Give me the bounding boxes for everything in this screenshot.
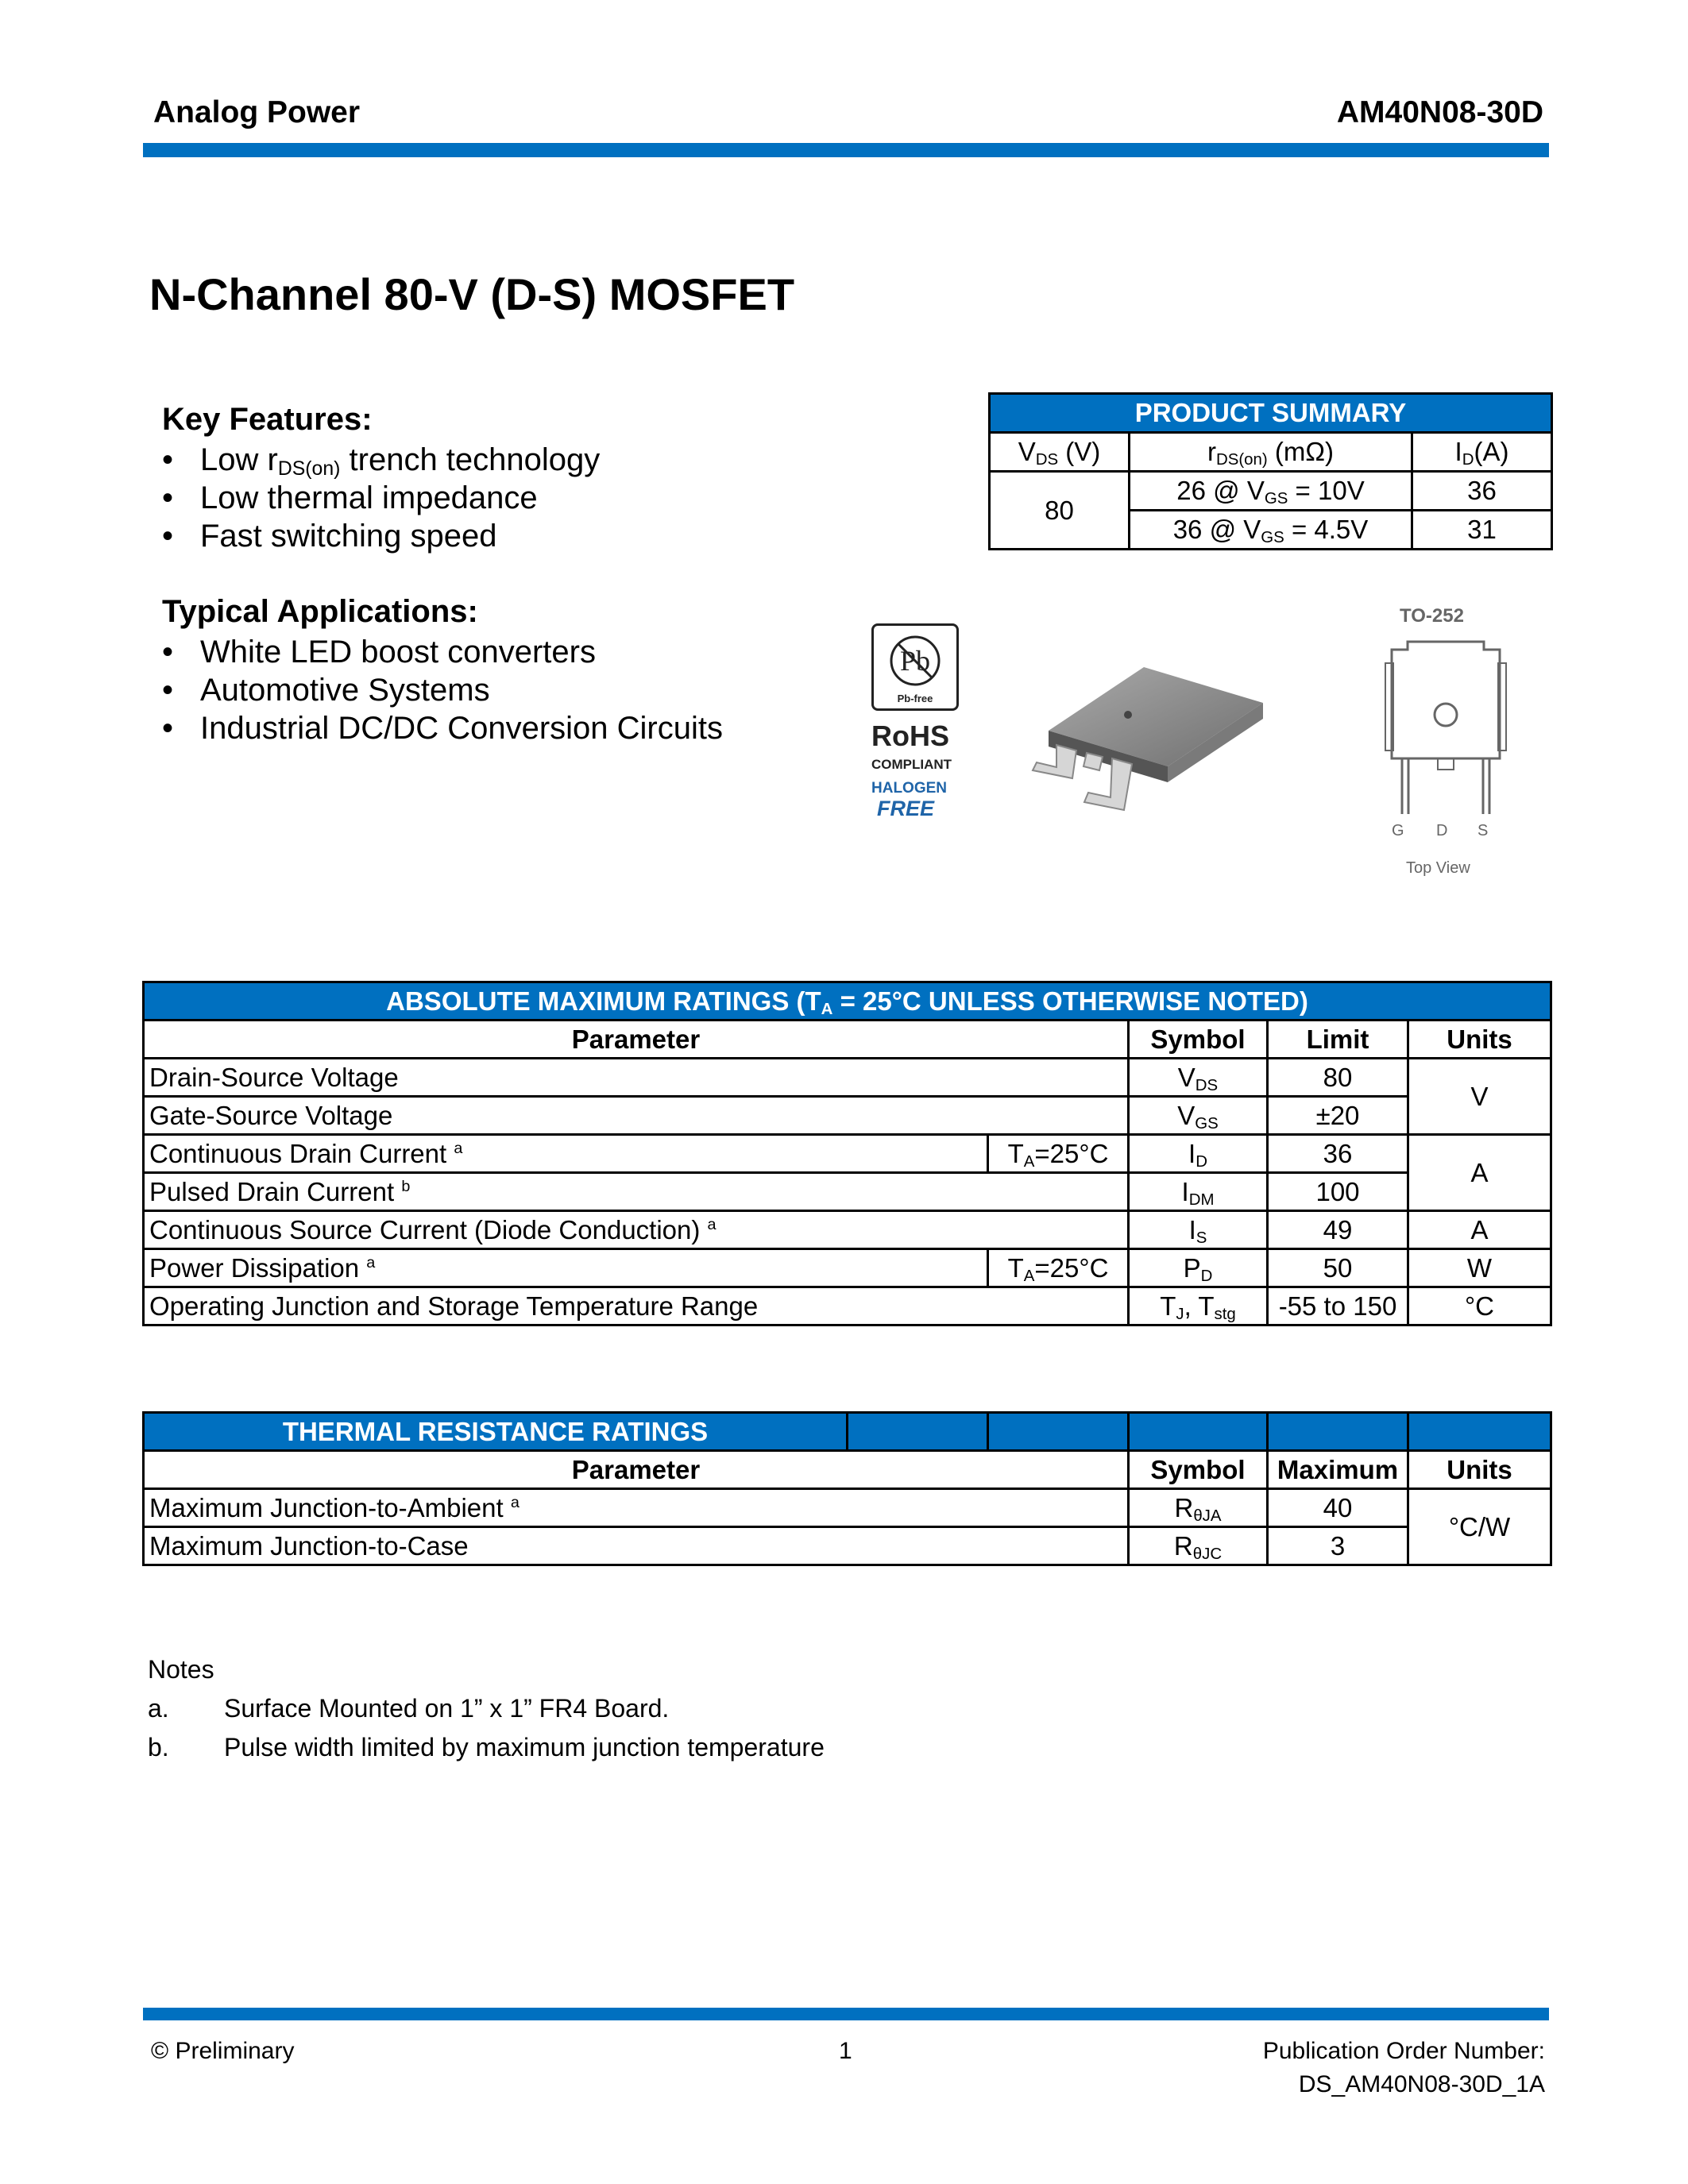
col-symbol: Symbol <box>1129 1021 1268 1059</box>
list-item: • Low $r_{DS(on)}$ trench technology <box>162 442 601 480</box>
thermal-title: THERMAL RESISTANCE RATINGS <box>144 1413 848 1451</box>
typical-applications-heading: Typical Applications: <box>162 594 478 629</box>
list-item: • Fast switching speed <box>162 519 497 554</box>
table-row: Continuous Drain Current $^a$ $T_A=25^\circ C$ $I_D$ 36 A <box>144 1135 1551 1173</box>
pin-g: G <box>1392 822 1404 839</box>
key-features-heading: Key Features: <box>162 402 373 437</box>
typical-applications-list <box>162 633 723 747</box>
col-id: $I_D(A)$ <box>1412 433 1552 472</box>
col-vds: $V_{DS}$ (V) <box>990 433 1130 472</box>
thermal-resistance-table <box>142 1411 1552 1566</box>
page-number: 1 <box>839 2038 852 2064</box>
key-features-list <box>162 441 600 555</box>
rohs-compliant: COMPLIANT <box>871 757 952 772</box>
package-outline-icon <box>1382 635 1509 818</box>
footer-rule <box>143 2008 1549 2020</box>
table-row: 36 @ $V_{GS} = 4.5V$ 31 <box>990 511 1552 550</box>
halogen-free-label: FREE <box>877 797 935 820</box>
col-units: Units <box>1408 1451 1551 1489</box>
note-a-label: a. <box>148 1694 169 1723</box>
col-units: Units <box>1408 1021 1551 1059</box>
list-item: • Industrial DC/DC Conversion Circuits <box>162 711 723 746</box>
footer-left: © Preliminary <box>151 2038 295 2064</box>
rohs-label: RoHS <box>871 720 949 752</box>
pb-free-badge <box>871 623 959 711</box>
col-parameter: Parameter <box>144 1451 1129 1489</box>
part-number: AM40N08-30D <box>1336 95 1543 129</box>
pin-d: D <box>1436 822 1448 839</box>
footer-right-line1: Publication Order Number: <box>1262 2038 1545 2064</box>
company-name: Analog Power <box>153 95 361 129</box>
col-symbol: Symbol <box>1129 1451 1268 1489</box>
header-rule <box>143 143 1549 157</box>
svg-text:Pb: Pb <box>899 645 931 677</box>
package-3d-icon <box>1009 651 1279 826</box>
table-row: Continuous Source Current (Diode Conduction) $^a$ $I_S$ 49 A <box>144 1211 1551 1249</box>
pin-s: S <box>1477 822 1489 839</box>
table-row: 80 26 @ $V_{GS} = 10V$ 36 <box>990 472 1552 511</box>
table-row: Pulsed Drain Current $^b$ $I_{DM}$ 100 <box>144 1173 1551 1211</box>
table-row: Drain-Source Voltage $V_{DS}$ 80 V <box>144 1059 1551 1097</box>
note-b-text: Pulse width limited by maximum junction temperature <box>224 1733 825 1761</box>
list-item: • Automotive Systems <box>162 673 490 708</box>
note-a-text: Surface Mounted on 1” x 1” FR4 Board. <box>224 1694 670 1723</box>
list-item: • Low thermal impedance <box>162 480 538 515</box>
note-b-label: b. <box>148 1733 169 1761</box>
table-row: Maximum Junction-to-Ambient $^a$ $R_{\theta JA}$ 40 °C/W <box>144 1489 1551 1527</box>
notes-heading: Notes <box>148 1655 214 1684</box>
absolute-max-title: ABSOLUTE MAXIMUM RATINGS ($T_A = 25^\circ C$ UNLESS OTHERWISE NOTED) <box>144 982 1551 1021</box>
pb-free-icon <box>874 626 956 708</box>
package-name: TO-252 <box>1400 605 1464 627</box>
table-row: Gate-Source Voltage $V_{GS}$ ±20 <box>144 1097 1551 1135</box>
col-maximum: Maximum <box>1268 1451 1408 1489</box>
table-row: Operating Junction and Storage Temperature Range $T_J$, $T_{stg}$ -55 to 150 °C <box>144 1287 1551 1325</box>
table-row: Power Dissipation $^a$ $T_A=25^\circ C$ $P_D$ 50 W <box>144 1249 1551 1287</box>
product-summary-title: PRODUCT SUMMARY <box>990 394 1552 433</box>
list-item: • White LED boost converters <box>162 635 596 669</box>
package-view-label: Top View <box>1406 859 1470 877</box>
table-row: Maximum Junction-to-Case $R_{\theta JC}$ 3 <box>144 1527 1551 1565</box>
page-title: N-Channel 80-V (D-S) MOSFET <box>149 269 795 319</box>
col-rds: $r_{DS(on)}$ (mΩ) <box>1130 433 1412 472</box>
svg-text:Pb-free: Pb-free <box>897 693 933 704</box>
col-parameter: Parameter <box>144 1021 1129 1059</box>
absolute-max-ratings-table <box>142 981 1552 1326</box>
product-summary-table <box>988 392 1553 550</box>
halogen-label: HALOGEN <box>871 780 947 797</box>
footer-right-line2: DS_AM40N08-30D_1A <box>1298 2071 1545 2097</box>
col-limit: Limit <box>1268 1021 1408 1059</box>
